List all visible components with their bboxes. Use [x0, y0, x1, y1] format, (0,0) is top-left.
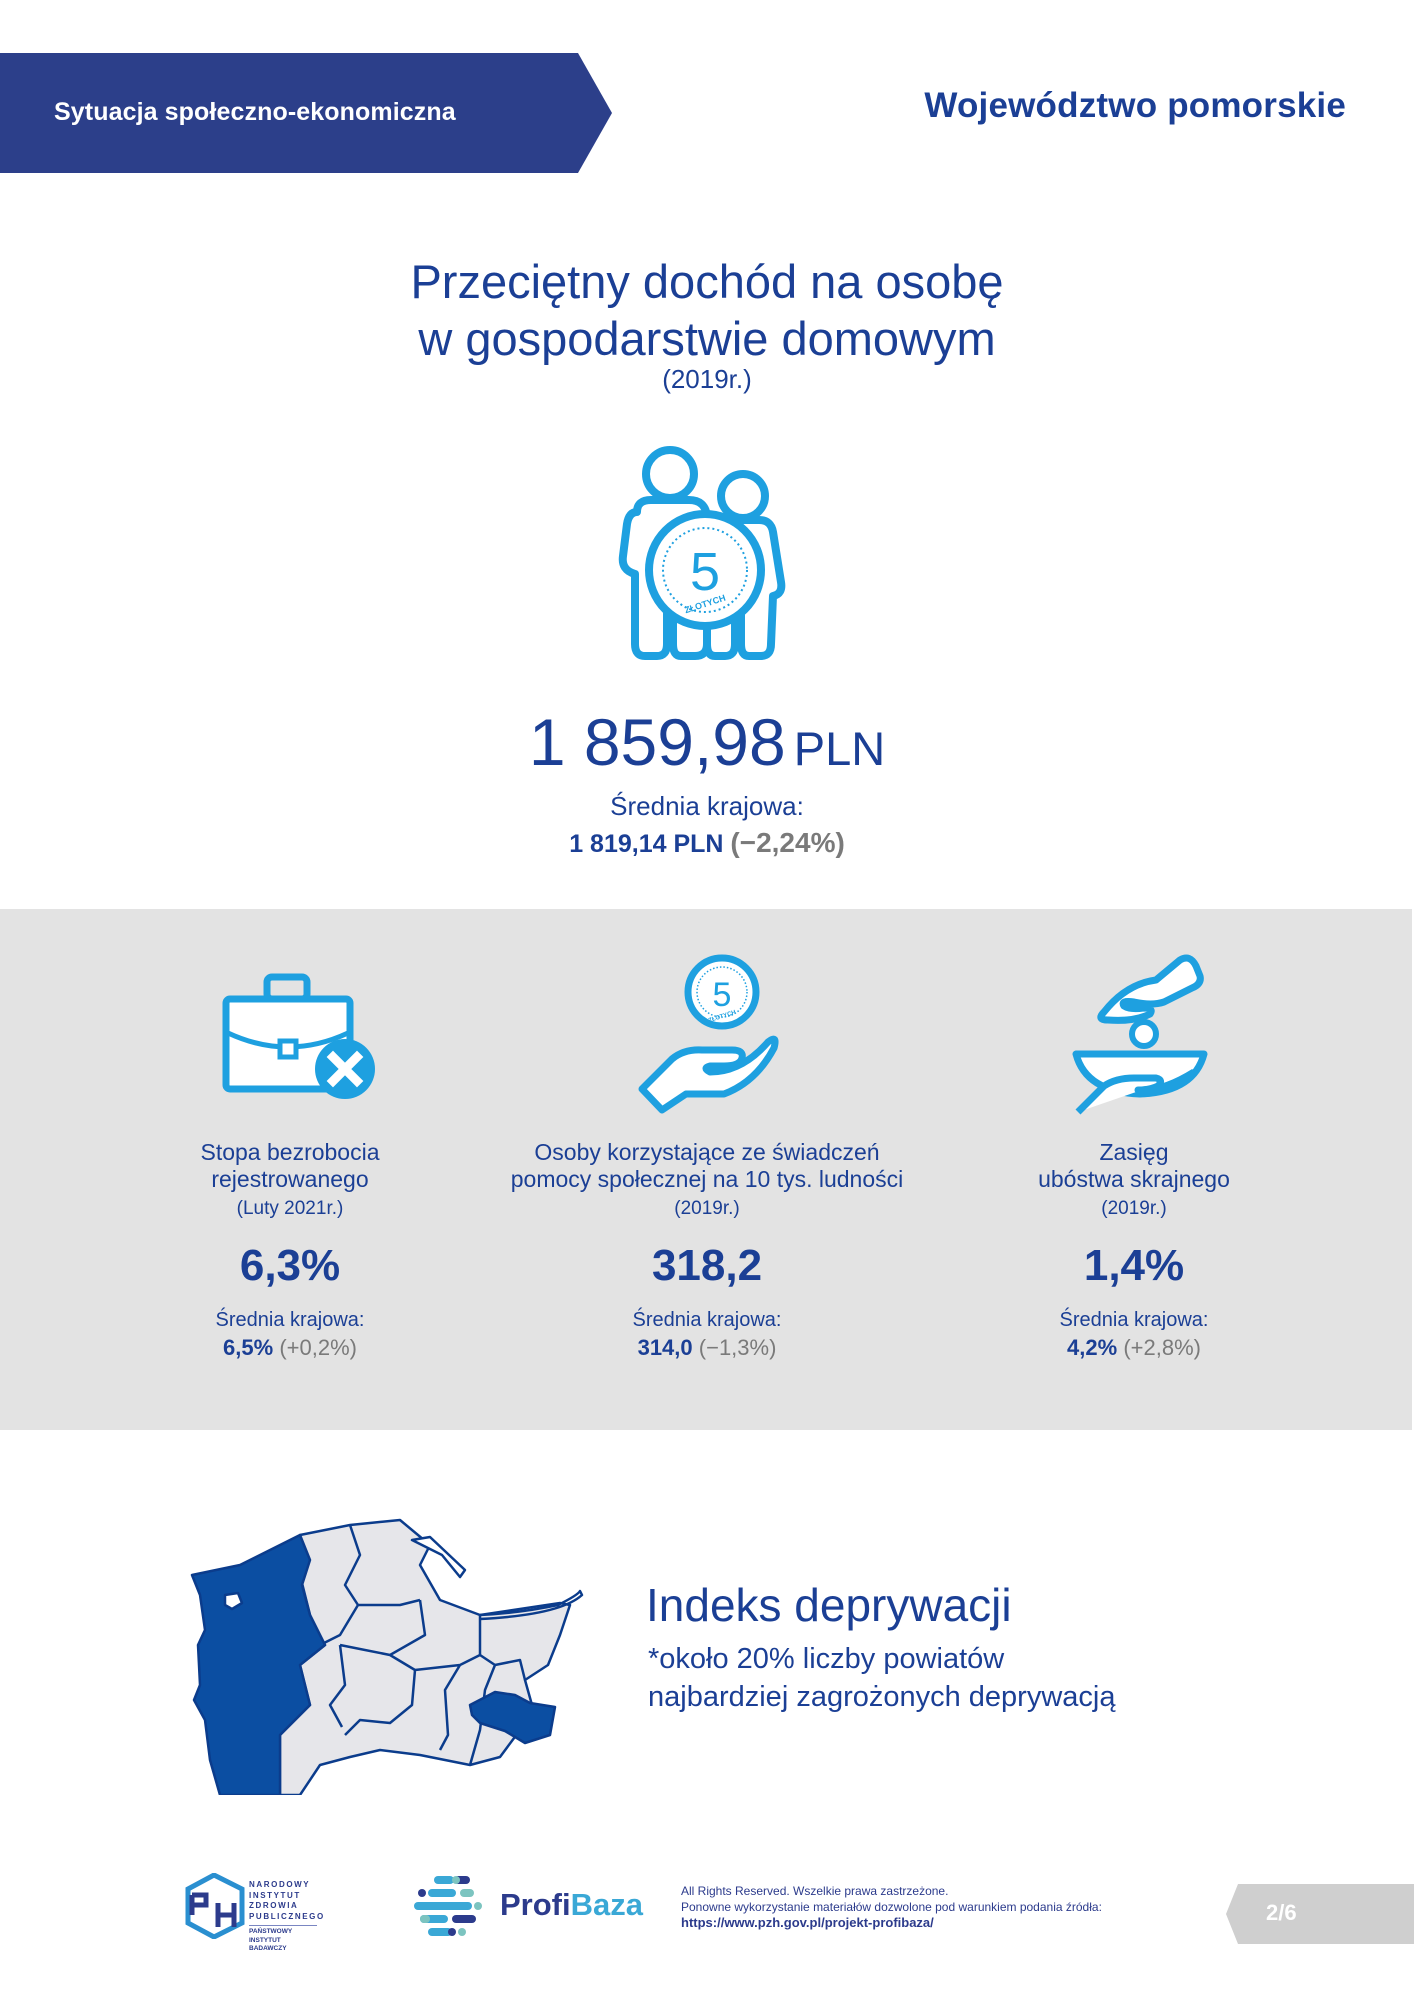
deprivation-note	[648, 1640, 1115, 1716]
banner-label: Sytuacja społeczno-ekonomiczna	[54, 98, 456, 126]
pzh-name	[249, 1880, 325, 1922]
deprivation-note-line2: najbardziej zagrożonych deprywacją	[648, 1681, 1116, 1713]
income-title-line2: w gospodarstwie domowym	[418, 312, 996, 365]
stat-year: (2019r.)	[674, 1198, 740, 1219]
profibaza-wordmark	[500, 1887, 643, 1923]
stat-avg-value: 4,2%	[1067, 1335, 1118, 1360]
income-avg	[0, 827, 1414, 859]
stat-label	[914, 1139, 1354, 1193]
reuse-text: Ponowne wykorzystanie materiałów dozwolone pod warunkiem podania źródła:	[681, 1900, 1102, 1914]
stat-value: 6,3%	[239, 1241, 341, 1290]
stat-avg	[70, 1335, 510, 1361]
rights-text: All Rights Reserved. Wszelkie prawa zastrzeżone.	[681, 1884, 949, 1898]
stat-year: (Luty 2021r.)	[236, 1198, 344, 1219]
deprivation-title: Indeks deprywacji	[646, 1579, 1012, 1631]
coin-value: 5	[689, 542, 721, 602]
stat-avg	[914, 1335, 1354, 1361]
stat-label-line2: rejestrowanego	[211, 1166, 369, 1192]
briefcase-x-icon	[220, 971, 380, 1106]
stat-avg-delta: (−1,3%)	[698, 1335, 777, 1360]
page-indicator-tab	[1226, 1884, 1414, 1944]
income-avg-label: Średnia krajowa:	[610, 791, 804, 821]
stat-label-line2: ubóstwa skrajnego	[1038, 1166, 1230, 1192]
coin-value: 5	[712, 976, 732, 1014]
pzh-logo-icon	[184, 1873, 246, 1944]
family-coin-icon	[615, 444, 795, 667]
coin-label: ZŁOTYCH	[683, 592, 727, 616]
pomorskie-county-map	[180, 1495, 590, 1800]
stat-year: (2019r.)	[1101, 1198, 1167, 1219]
stats-panel	[0, 909, 1412, 1430]
stat-label-line1: Zasięg	[1099, 1139, 1169, 1165]
coin-label: ZŁOTYCH	[707, 1009, 737, 1025]
income-title	[0, 253, 1414, 367]
stat-label-line2: pomocy społecznej na 10 tys. ludności	[510, 1166, 904, 1192]
pzh-sub-line: PAŃSTWOWY INSTYTUT	[249, 1928, 293, 1944]
stat-label-line1: Osoby korzystające ze świadczeń	[534, 1139, 880, 1165]
stat-label	[487, 1139, 927, 1193]
stat-avg-value: 314,0	[637, 1335, 693, 1360]
hands-giving-icon	[1064, 954, 1214, 1124]
stat-avg	[487, 1335, 927, 1361]
hand-coin-icon	[632, 954, 782, 1119]
income-year: (2019r.)	[662, 364, 752, 394]
stat-label	[70, 1139, 510, 1193]
profibaza-part2: Baza	[570, 1887, 643, 1922]
stat-value: 1,4%	[1083, 1241, 1185, 1290]
stat-value: 318,2	[651, 1241, 763, 1290]
stat-avg-label: Średnia krajowa:	[215, 1309, 365, 1331]
income-value	[0, 704, 1414, 780]
deprivation-note-line1: *około 20% liczby powiatów	[648, 1643, 1005, 1675]
pzh-sub-line: BADAWCZY	[249, 1945, 287, 1952]
pzh-line: INSTYTUT	[249, 1890, 301, 1900]
pzh-subtitle	[249, 1925, 317, 1954]
profibaza-part1: Profi	[500, 1887, 571, 1922]
source-link[interactable]: https://www.pzh.gov.pl/projekt-profibaza/	[681, 1915, 934, 1930]
stat-avg-value: 6,5%	[223, 1335, 274, 1360]
section-banner	[0, 53, 612, 173]
stat-avg-delta: (+0,2%)	[279, 1335, 357, 1360]
stat-label-line1: Stopa bezrobocia	[200, 1139, 380, 1165]
legal-notice	[681, 1883, 1102, 1931]
income-avg-value: 1 819,14 PLN	[569, 830, 724, 858]
pzh-line: NARODOWY	[249, 1880, 311, 1889]
stat-avg-label: Średnia krajowa:	[632, 1309, 782, 1331]
pzh-line: ZDROWIA	[249, 1901, 299, 1910]
profibaza-logo-icon	[414, 1874, 488, 1943]
stat-avg-label: Średnia krajowa:	[1059, 1309, 1209, 1331]
page-number: 2/6	[1266, 1900, 1297, 1925]
pzh-line: PUBLICZNEGO	[249, 1911, 325, 1921]
region-title: Województwo pomorskie	[924, 86, 1346, 125]
stat-avg-delta: (+2,8%)	[1123, 1335, 1201, 1360]
income-unit: PLN	[793, 722, 886, 775]
income-avg-delta: (−2,24%)	[730, 827, 845, 858]
income-title-line1: Przeciętny dochód na osobę	[410, 255, 1004, 308]
income-amount: 1 859,98	[528, 705, 786, 779]
